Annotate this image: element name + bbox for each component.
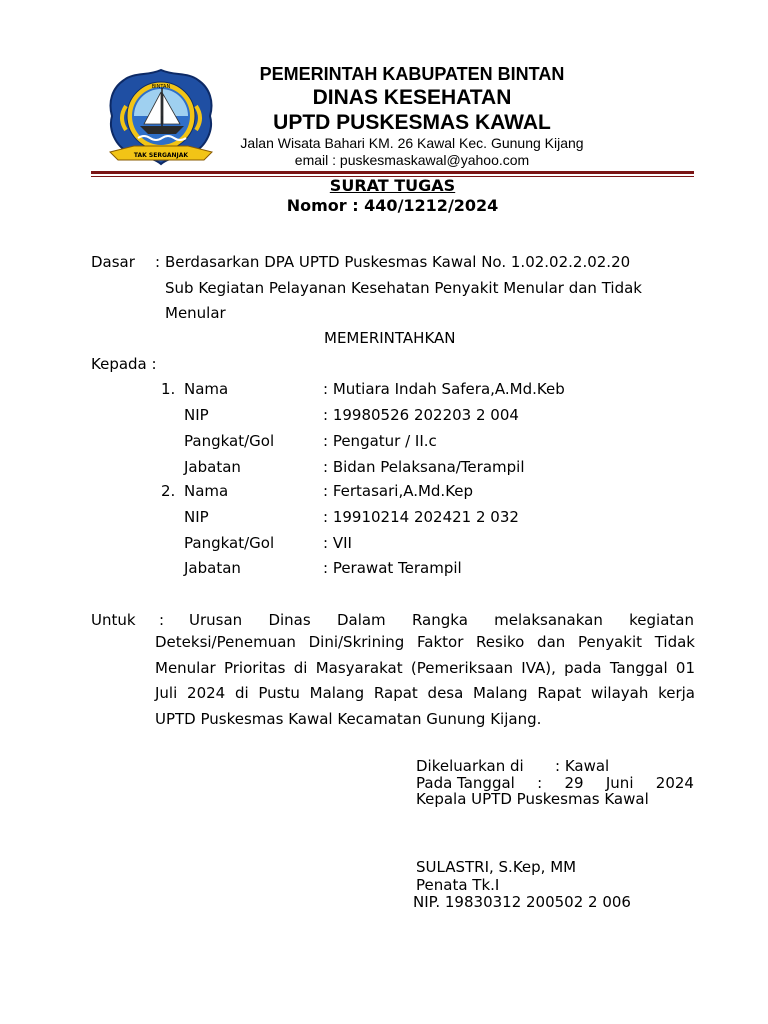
dasar-line-1: Berdasarkan DPA UPTD Puskesmas Kawal No. 1.02.02.2.02.20 [165,253,631,271]
untuk-line: Menular Prioritas di Masyarakat (Pemeriksaan IVA), pada Tanggal 01 [155,658,695,677]
letterhead-unit: UPTD PUSKESMAS KAWAL [273,111,551,134]
untuk-paragraph [155,630,695,732]
date-colon: : [537,774,543,792]
signer-name: SULASTRI, S.Kep, MM [416,858,577,876]
untuk-line: Juli 2024 di Pustu Malang Rapat desa Malang Rapat wilayah kerja [155,684,695,702]
person-field-label: NIP [184,406,209,424]
person-field-value: : 19910214 202421 2 032 [323,508,519,526]
logo-banner-text: TAK SERGANJAK [133,152,189,159]
person-field-label: Jabatan [184,559,241,577]
signer-nip: NIP. 19830312 200502 2 006 [413,893,631,911]
person-field-label: Nama [184,482,229,500]
letterhead-agency: DINAS KESEHATAN [312,86,512,109]
signer-rank: Penata Tk.I [416,876,500,894]
dasar-line-2: Sub Kegiatan Pelayanan Kesehatan Penyakit Menular dan Tidak [165,279,642,297]
person-field-value: : Bidan Pelaksana/Terampil [323,458,525,476]
letterhead-address: Jalan Wisata Bahari KM. 26 Kawal Kec. Gunung Kijang [240,135,584,151]
person-field-value: : Pengatur / II.c [323,432,437,450]
untuk-first-line: Urusan Dinas Dalam Rangka melaksanakan kegiatan [189,611,694,629]
untuk-label: Untuk [91,611,136,629]
untuk-colon: : [159,611,165,629]
person-field-label: Jabatan [184,458,241,476]
person-field-value: : Mutiara Indah Safera,A.Md.Keb [323,380,565,398]
person-field-label: NIP [184,508,209,526]
kepada-label: Kepada : [91,355,157,373]
signer-position: Kepala UPTD Puskesmas Kawal [416,790,649,808]
letter-title: SURAT TUGAS [329,176,456,195]
untuk-line: Deteksi/Penemuan Dini/Skrining Faktor Resiko dan Penyakit Tidak [155,633,695,651]
order-heading: MEMERINTAHKAN [324,329,456,347]
date-label: Pada Tanggal [416,774,515,792]
dasar-colon: : [155,253,161,271]
person-field-label: Pangkat/Gol [184,432,275,450]
issued-label: Dikeluarkan di [416,757,524,775]
person-number: 2. [161,482,176,500]
person-field-value: : 19980526 202203 2 004 [323,406,519,424]
dasar-line-3: Menular [165,304,226,322]
person-field-value: : Fertasari,A.Md.Kep [323,482,474,500]
letterhead-government: PEMERINTAH KABUPATEN BINTAN [259,64,565,84]
person-field-value: : Perawat Terampil [323,559,462,577]
untuk-last-line: UPTD Puskesmas Kawal Kecamatan Gunung Kijang. [155,709,542,728]
letterhead-rule-thick [91,171,694,174]
dasar-label: Dasar [91,253,135,271]
logo-top-text: BINTAN [151,84,171,90]
person-field-label: Nama [184,380,229,398]
person-number: 1. [161,380,176,398]
date-day: 29 [564,774,584,792]
person-field-value: : VII [323,534,352,552]
date-year: 2024 [655,774,694,792]
issued-value: : Kawal [555,757,610,775]
person-field-label: Pangkat/Gol [184,534,275,552]
date-month: Juni [605,774,634,792]
letter-number: Nomor : 440/1212/2024 [286,196,499,215]
letterhead-email: email : puskesmaskawal@yahoo.com [294,152,530,168]
